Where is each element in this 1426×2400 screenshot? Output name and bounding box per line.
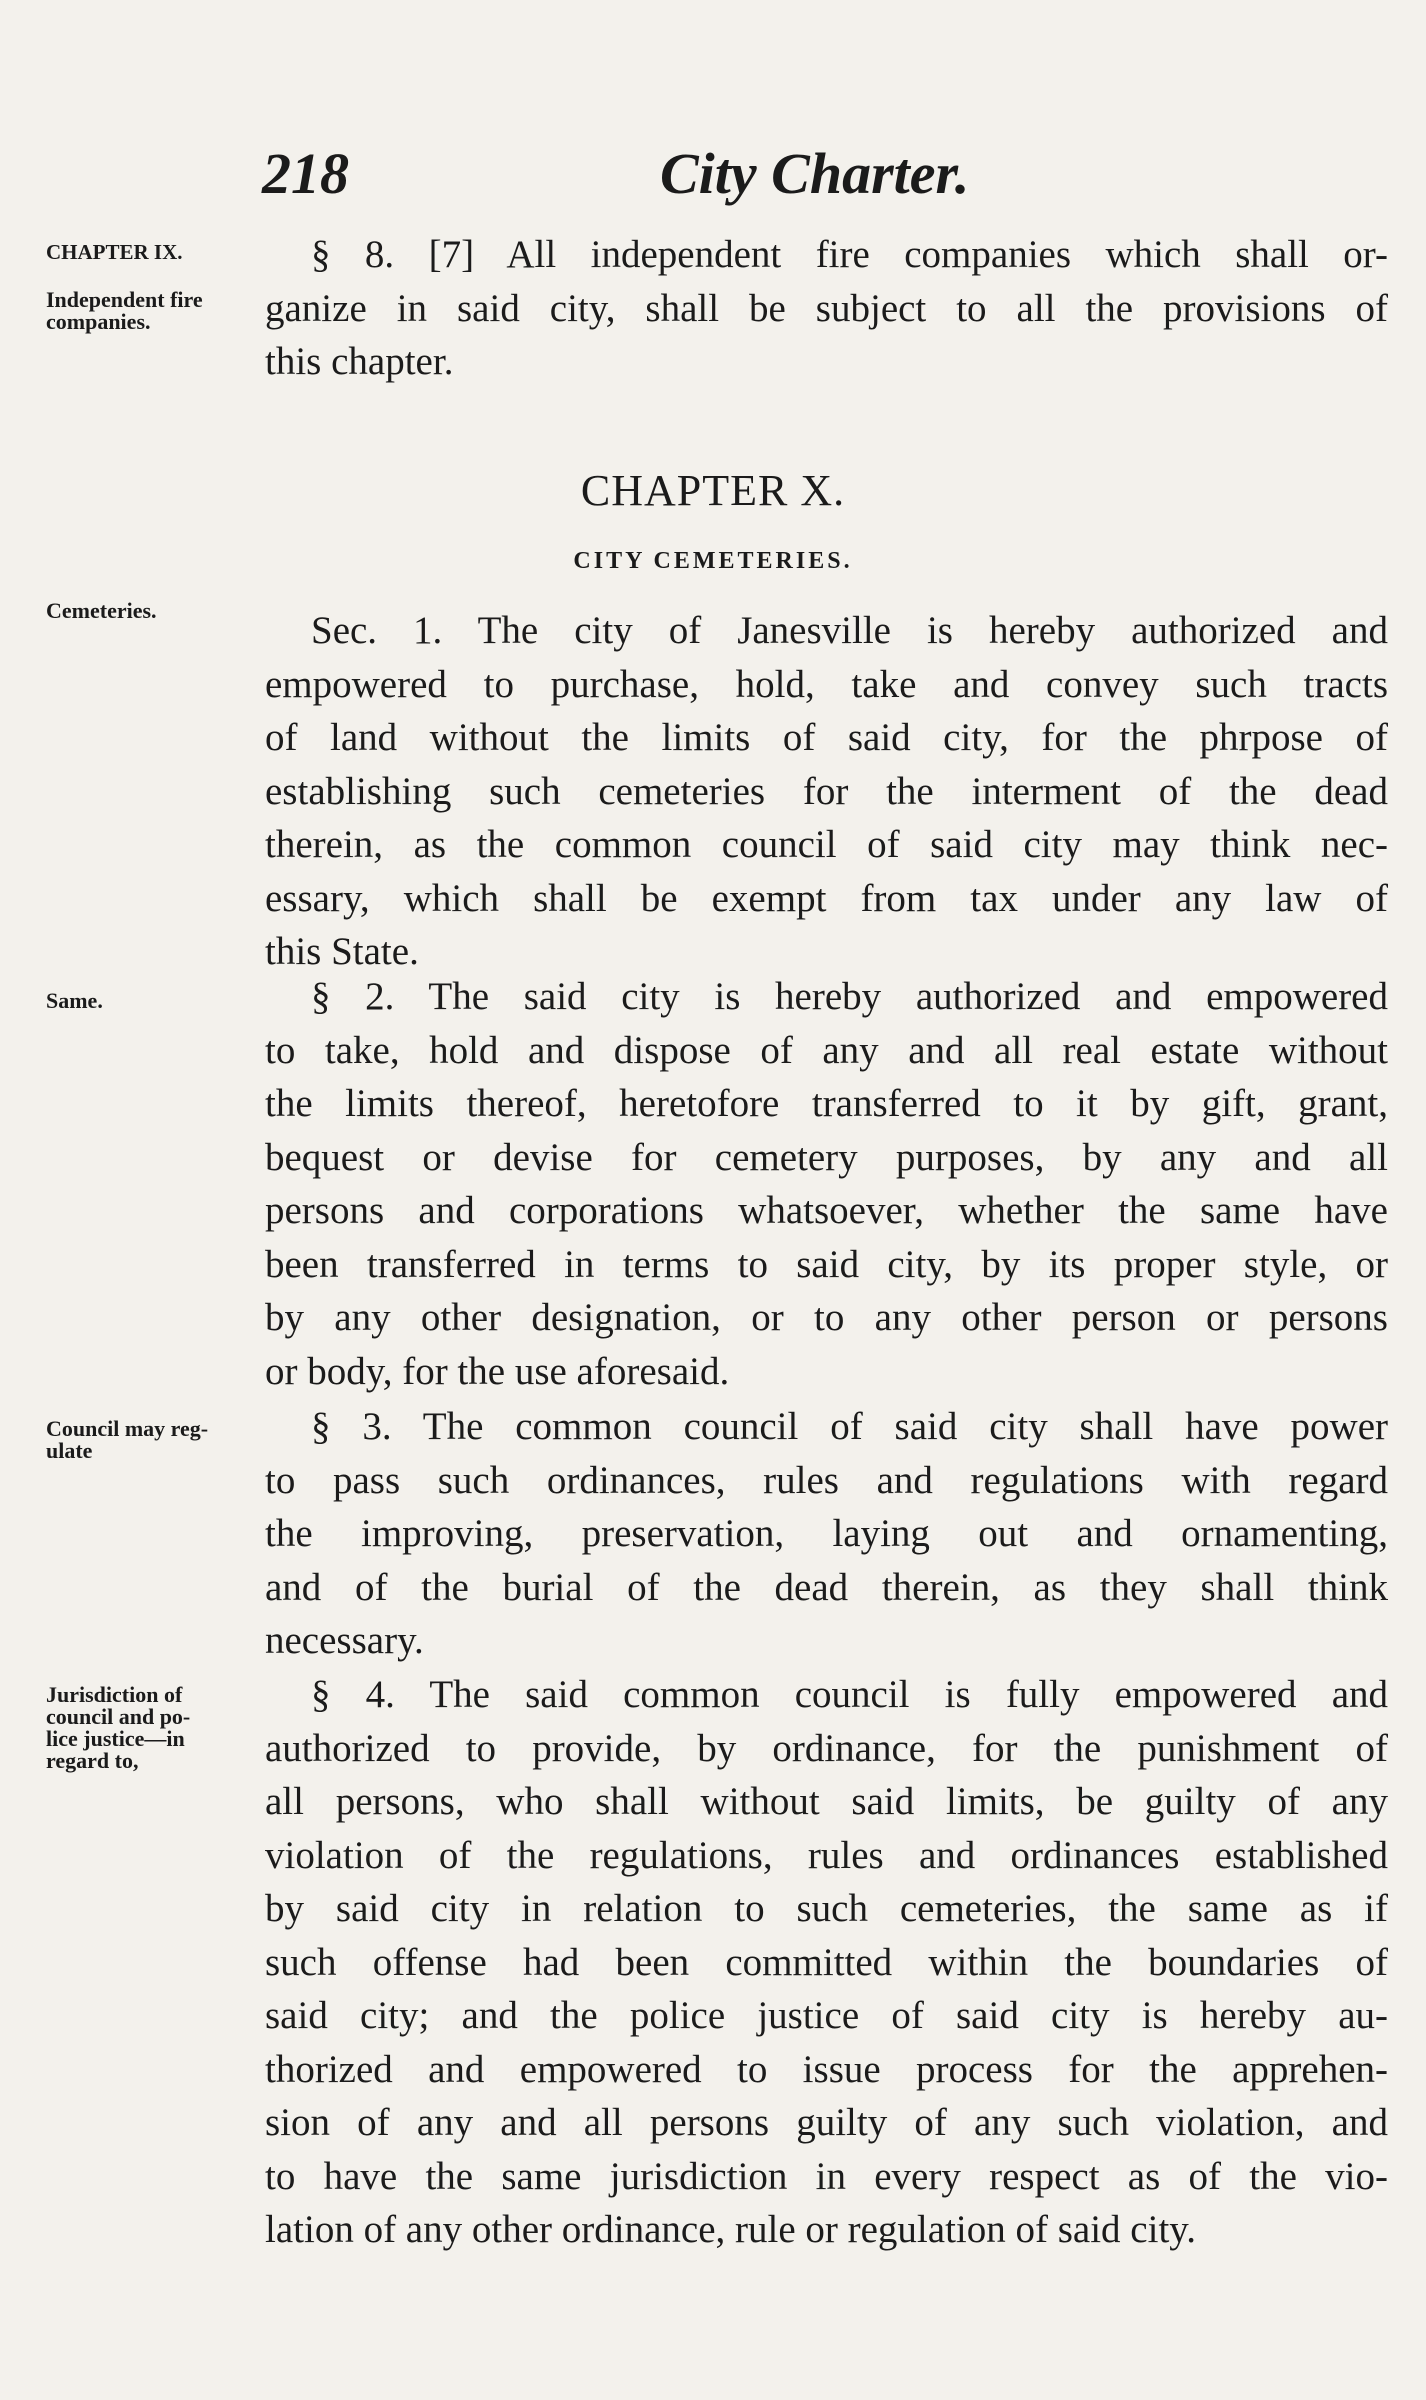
page-header <box>0 140 1426 206</box>
margin-note-cemeteries: Cemeteries. <box>46 598 157 623</box>
chapter-subtitle: CITY CEMETERIES. <box>573 548 853 574</box>
margin-note-independent-fire: Independent fire companies. <box>46 287 203 334</box>
margin-note-council-may-regulate: Council may reg- ulate <box>46 1416 209 1463</box>
margin-note-chapter-ix: CHAPTER IX. <box>46 240 183 264</box>
section-4-paragraph: § 4. The said common council is fully empowered and authorized to provide, by ordinance, for the punishment of all persons, who shall without said limits, be guilty of any violation of the regulations, rules and ordinances established by said city in relation to such cemeteries, the same as if such offense had been committed within the boundaries of said city; and the police justice of said city is hereby au- thorized and empowered to issue process for the apprehen- sion of any and all persons guilty of any such violation, and to have the same jurisdiction in every respect as of the vio- lation of any other ordinance, rule or regulation of said city. <box>265 1673 1388 2251</box>
section-3-paragraph: § 3. The common council of said city shall have power to pass such ordinances, rules and regulations with regard the improving, preservation, laying out and ornamenting, and of the burial of the dead therein, as they shall think necessary. <box>265 1405 1388 1662</box>
margin-note-jurisdiction: Jurisdiction of council and po- lice justice—in regard to, <box>46 1682 191 1773</box>
section-8-paragraph: § 8. [7] All independent fire companies which shall or- ganize in said city, shall be subject to all the provisions of this chapter. <box>265 233 1388 383</box>
margin-note-same: Same. <box>46 988 103 1013</box>
running-title: City Charter. <box>660 141 970 206</box>
section-1-paragraph: Sec. 1. The city of Janesville is hereby authorized and empowered to purchase, hold, take and convey such tracts of land without the limits of said city, for the phrpose of establishing such cemeteries for the interment of the dead therein, as the common council of said city may think nec- essary, which shall be exempt from tax under any law of this State. <box>265 609 1388 973</box>
page-number: 218 <box>262 141 349 206</box>
section-2-paragraph: § 2. The said city is hereby authorized and empowered to take, hold and dispose of any and all real estate without the limits thereof, heretofore transferred to it by gift, grant, bequest or devise for cemetery purposes, by any and all persons and corporations whatsoever, whether the same have been transferred in terms to said city, by its proper style, or by any other designation, or to any other person or persons or body, for the use aforesaid. <box>265 975 1388 1393</box>
chapter-heading: CHAPTER X. <box>580 466 846 515</box>
